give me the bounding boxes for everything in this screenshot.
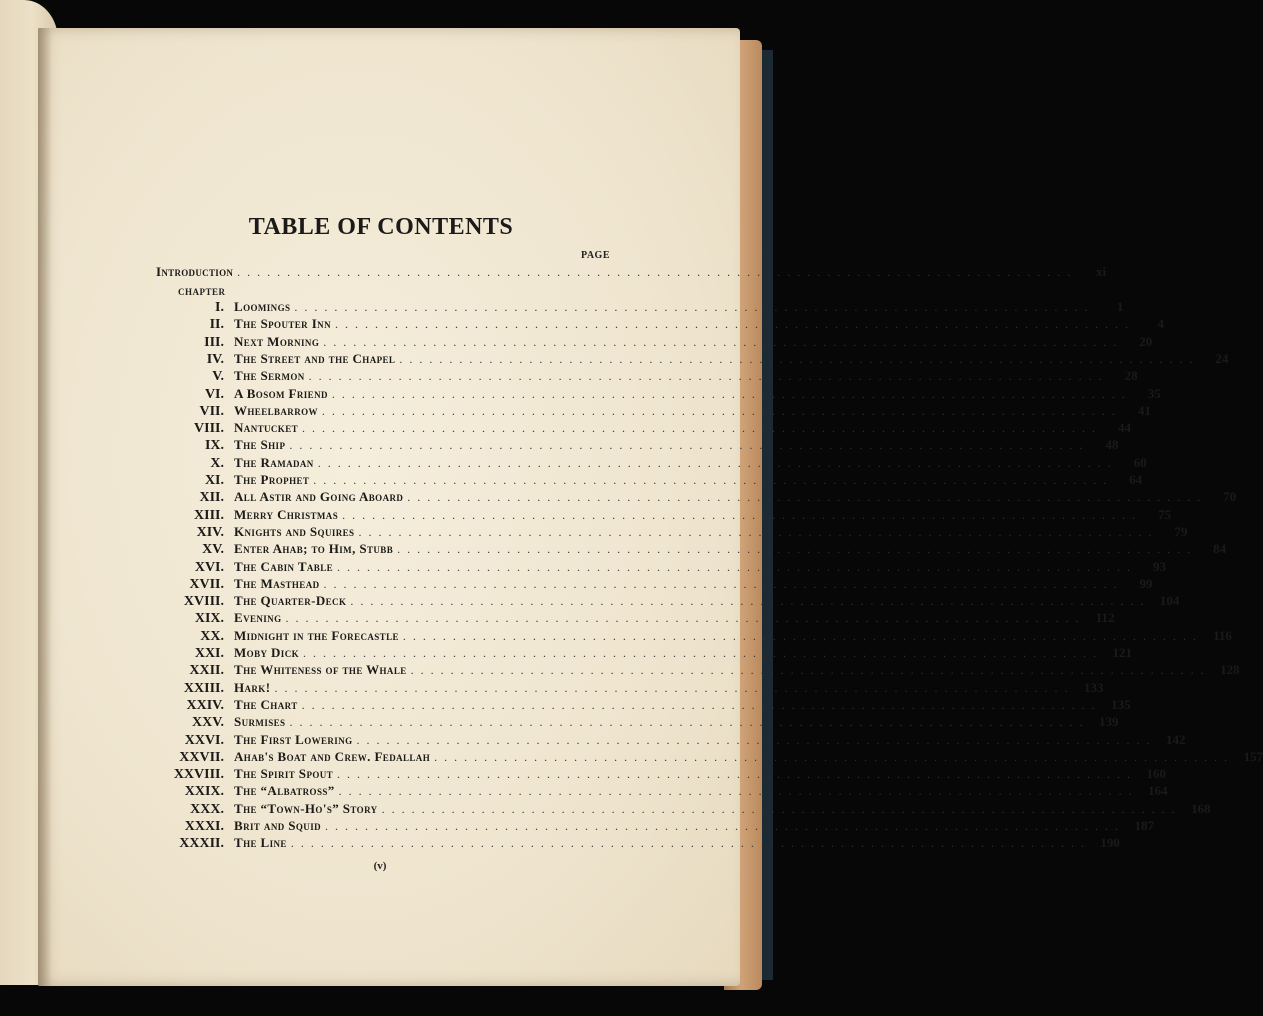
chapter-number: XXXI. xyxy=(184,819,224,834)
dot-leader: . . . . . . . . . . . . . . . . . . . . . . . . . . . . . . . . . . . . . . . . . . . . . . . . . . . . . . . . . . . . . . . . . . . . . . . . . . . . . . . . xyxy=(303,646,1099,660)
chapter-title: Knights and Squires xyxy=(234,523,355,539)
chapter-page: 84 xyxy=(1213,541,1227,557)
dot-leader: . . . . . . . . . . . . . . . . . . . . . . . . . . . . . . . . . . . . . . . . . . . . . . . . . . . . . . . . . . . . . . . . . . . . . . . . . . . . . . . . xyxy=(285,611,1081,626)
chapter-number: VIII. xyxy=(194,421,224,437)
chapter-page: 160 xyxy=(1146,766,1167,782)
chapter-page: 41 xyxy=(1137,402,1151,418)
chapter-page: 79 xyxy=(1174,523,1188,539)
toc-entry xyxy=(150,523,1188,542)
dot-leader: . . . . . . . . . . . . . . . . . . . . . . . . . . . . . . . . . . . . . . . . . . . . . . . . . . . . . . . . . . . . . . . . . . . . . . . . . . . . . . . . xyxy=(302,421,1097,436)
dot-leader: . . . . . . . . . . . . . . . . . . . . . . . . . . . . . . . . . . . . . . . . . . . . . . . . . . . . . . . . . . . . . . . . . . . . . . . . . . . . . . . . xyxy=(301,697,1097,712)
dot-leader: . . . . . . . . . . . . . . . . . . . . . . . . . . . . . . . . . . . . . . . . . . . . . . . . . . . . . . . . . . . . . . . . . . . . . . . . . . . . . . . . xyxy=(323,576,1119,591)
chapter-title: The First Lowering xyxy=(234,731,353,747)
chapter-page: 168 xyxy=(1191,800,1211,816)
dot-leader: . . . . . . . . . . . . . . . . . . . . . . . . . . . . . . . . . . . . . . . . . . . . . . . . . . . . . . . . . . . . . . . . . . . . . . . . . . . . . . . . xyxy=(356,732,1152,747)
chapter-number: XXIII. xyxy=(183,680,224,696)
dot-leader: . . . . . . . . . . . . . . . . . . . . . . . . . . . . . . . . . . . . . . . . . . . . . . . . . . . . . . . . . . . . . . . . . . . . . . . . . . . . . . . . xyxy=(290,836,1086,851)
toc-entry xyxy=(150,558,1167,577)
dot-leader: . . . . . . . . . . . . . . . . . . . . . . . . . . . . . . . . . . . . . . . . . . . . . . . . . . . . . . . . . . . . . . . . . . . . . . . . . . . . . . . . xyxy=(337,559,1133,574)
chapter-page: 60 xyxy=(1133,454,1147,470)
toc-entry xyxy=(150,575,1153,594)
chapter-page: 187 xyxy=(1134,818,1155,833)
toc-entry xyxy=(150,783,1168,801)
chapter-page: 142 xyxy=(1166,731,1186,747)
chapter-number: II. xyxy=(209,317,224,333)
chapter-page: 116 xyxy=(1213,627,1232,643)
dot-leader: . . . . . . . . . . . . . . . . . . . . . . . . . . . . . . . . . . . . . . . . . . . . . . . . . . . . . . . . . . . . . . . . . . . . . . . . . . . . . . . . . . . . xyxy=(237,265,1073,279)
toc-entry xyxy=(150,662,1240,680)
chapter-number: XXXII. xyxy=(179,836,224,852)
chapter-page: 164 xyxy=(1148,783,1168,799)
toc-entry xyxy=(150,645,1133,663)
toc-entry xyxy=(150,818,1155,836)
dot-leader: . . . . . . . . . . . . . . . . . . . . . . . . . . . . . . . . . . . . . . . . . . . . . . . . . . . . . . . . . . . . . . . . . . . . . . . . . . . . . . . . xyxy=(350,594,1146,609)
chapter-number: XIX. xyxy=(194,611,224,627)
dot-leader: . . . . . . . . . . . . . . . . . . . . . . . . . . . . . . . . . . . . . . . . . . . . . . . . . . . . . . . . . . . . . . . . . . . . . . . . . . . . . . . . xyxy=(294,300,1090,314)
dot-leader: . . . . . . . . . . . . . . . . . . . . . . . . . . . . . . . . . . . . . . . . . . . . . . . . . . . . . . . . . . . . . . . . . . . . . . . . . . . . . . . . xyxy=(334,317,1130,332)
toc-entry xyxy=(150,454,1147,473)
dot-leader: . . . . . . . . . . . . . . . . . . . . . . . . . . . . . . . . . . . . . . . . . . . . . . . . . . . . . . . . . . . . . . . . . . . . . . . . . . . . . . . . xyxy=(410,663,1206,678)
chapter-number: XXV. xyxy=(191,715,224,731)
chapter-number: X. xyxy=(210,455,224,471)
chapter-title: All Astir and Going Aboard xyxy=(234,489,404,505)
chapter-number: XXVII. xyxy=(179,749,224,765)
chapter-title: The Line xyxy=(234,835,287,851)
toc-entry xyxy=(150,593,1180,611)
toc-entry xyxy=(150,696,1131,715)
chapter-number: XI. xyxy=(204,473,224,488)
chapter-title: The Spirit Spout xyxy=(234,766,334,782)
dot-leader: . . . . . . . . . . . . . . . . . . . . . . . . . . . . . . . . . . . . . . . . . . . . . . . . . . . . . . . . . . . . . . . . . . . . . . . . . . . . . . . . xyxy=(338,784,1134,799)
dot-leader: . . . . . . . . . . . . . . . . . . . . . . . . . . . . . . . . . . . . . . . . . . . . . . . . . . . . . . . . . . . . . . . . . . . . . . . . . . . . . . . . xyxy=(289,438,1085,453)
chapter-number: VII. xyxy=(199,403,224,419)
dot-leader: . . . . . . . . . . . . . . . . . . . . . . . . . . . . . . . . . . . . . . . . . . . . . . . . . . . . . . . . . . . . . . . . . . . . . . . . . . . . . . . . xyxy=(289,715,1085,730)
chapter-title: The Whiteness of the Whale xyxy=(234,662,407,678)
chapter-title: Brit and Squid xyxy=(234,818,322,833)
introduction-title: Introduction xyxy=(156,264,234,279)
page-number: (v) xyxy=(373,860,387,872)
chapter-number: XIV. xyxy=(196,524,224,540)
toc-entry xyxy=(150,679,1104,698)
chapter-page: 64 xyxy=(1129,472,1143,487)
chapter-page: 28 xyxy=(1124,368,1138,384)
chapter-number: XXX. xyxy=(190,801,224,817)
dot-leader: . . . . . . . . . . . . . . . . . . . . . . . . . . . . . . . . . . . . . . . . . . . . . . . . . . . . . . . . . . . . . . . . . . . . . . . . . . . . . . . . xyxy=(313,473,1109,487)
chapter-page: 133 xyxy=(1083,679,1104,695)
chapter-page: 70 xyxy=(1223,489,1237,505)
toc-entry xyxy=(150,610,1115,628)
chapter-number: XXVI. xyxy=(184,732,224,748)
chapter-page: 44 xyxy=(1118,420,1131,436)
dot-leader: . . . . . . . . . . . . . . . . . . . . . . . . . . . . . . . . . . . . . . . . . . . . . . . . . . . . . . . . . . . . . . . . . . . . . . . . . . . . . . . . xyxy=(321,403,1117,418)
chapter-page: 135 xyxy=(1111,696,1131,712)
chapter-number: XII. xyxy=(199,490,224,506)
toc-entry xyxy=(150,299,1124,317)
chapter-page: 24 xyxy=(1215,350,1229,366)
dot-leader: . . . . . . . . . . . . . . . . . . . . . . . . . . . . . . . . . . . . . . . . . . . . . . . . . . . . . . . . . . . . . . . . . . . . . . . . . . . . . . . . xyxy=(381,801,1177,816)
dot-leader: . . . . . . . . . . . . . . . . . . . . . . . . . . . . . . . . . . . . . . . . . . . . . . . . . . . . . . . . . . . . . . . . . . . . . . . . . . . . . . . . xyxy=(407,490,1203,505)
toc-entry xyxy=(150,489,1237,507)
chapter-title: Merry Christmas xyxy=(234,506,339,522)
chapter-number: III. xyxy=(204,334,224,350)
toc-entry xyxy=(150,748,1263,767)
chapter-number: IX. xyxy=(204,438,224,454)
toc-entry xyxy=(150,402,1151,421)
page-gutter-shadow xyxy=(38,28,52,986)
chapter-title: The Masthead xyxy=(234,575,320,591)
toc-entry xyxy=(150,731,1186,750)
chapter-page: 75 xyxy=(1158,506,1172,522)
chapter-title: The “Albatross” xyxy=(234,783,335,799)
toc-entry xyxy=(150,506,1172,525)
page-column-label: PAGE xyxy=(580,250,610,261)
chapter-title: Evening xyxy=(234,610,282,626)
toc-entry xyxy=(150,385,1161,404)
toc-entry xyxy=(150,316,1164,334)
chapter-title: Next Morning xyxy=(234,333,320,349)
chapter-number: XXIX. xyxy=(184,784,224,800)
toc-entry xyxy=(150,627,1232,646)
chapter-title: The “Town-Ho's” Story xyxy=(234,800,378,816)
dot-leader: . . . . . . . . . . . . . . . . . . . . . . . . . . . . . . . . . . . . . . . . . . . . . . . . . . . . . . . . . . . . . . . . . . . . . . . . . . . . . . . . xyxy=(331,386,1127,401)
chapter-column-label: CHAPTER xyxy=(178,287,226,297)
chapter-page: 35 xyxy=(1147,385,1161,401)
toc-entry xyxy=(150,368,1138,386)
toc-entry xyxy=(150,541,1227,559)
chapter-page: 190 xyxy=(1100,835,1120,851)
chapter-title: Moby Dick xyxy=(234,645,300,660)
chapter-number: VI. xyxy=(204,386,224,402)
dot-leader: . . . . . . . . . . . . . . . . . . . . . . . . . . . . . . . . . . . . . . . . . . . . . . . . . . . . . . . . . . . . . . . . . . . . . . . . . . . . . . . . xyxy=(358,524,1154,539)
chapter-number: XX. xyxy=(200,628,224,644)
dot-leader: . . . . . . . . . . . . . . . . . . . . . . . . . . . . . . . . . . . . . . . . . . . . . . . . . . . . . . . . . . . . . . . . . . . . . . . . . . . . . . . . xyxy=(434,749,1230,764)
chapter-page: 157 xyxy=(1243,748,1263,764)
chapter-title: The Ramadan xyxy=(234,454,314,470)
toc-entry xyxy=(150,714,1119,732)
chapter-number: XXII. xyxy=(189,663,224,679)
dot-leader: . . . . . . . . . . . . . . . . . . . . . . . . . . . . . . . . . . . . . . . . . . . . . . . . . . . . . . . . . . . . . . . . . . . . . . . . . . . . . . . . xyxy=(323,334,1119,349)
chapter-page: 139 xyxy=(1098,714,1119,730)
dot-leader: . . . . . . . . . . . . . . . . . . . . . . . . . . . . . . . . . . . . . . . . . . . . . . . . . . . . . . . . . . . . . . . . . . . . . . . . . . . . . . . . xyxy=(399,351,1195,366)
dot-leader: . . . . . . . . . . . . . . . . . . . . . . . . . . . . . . . . . . . . . . . . . . . . . . . . . . . . . . . . . . . . . . . . . . . . . . . . . . . . . . . . xyxy=(342,507,1138,522)
chapter-title: Midnight in the Forecastle xyxy=(234,627,399,643)
toc-entry xyxy=(150,333,1153,352)
chapter-title: Enter Ahab; to Him, Stubb xyxy=(234,541,394,557)
chapter-number: XV. xyxy=(202,542,224,558)
chapter-page: 20 xyxy=(1139,333,1153,349)
chapter-number: XXI. xyxy=(194,646,224,661)
chapter-title: The Spouter Inn xyxy=(234,316,331,332)
chapter-number: XXVIII. xyxy=(173,767,224,783)
chapter-title: The Prophet xyxy=(234,472,310,487)
toc-entry xyxy=(150,472,1143,490)
chapter-title: The Street and the Chapel xyxy=(234,350,396,366)
chapter-page: 48 xyxy=(1105,437,1119,453)
chapter-number: I. xyxy=(215,300,224,315)
chapter-page: 104 xyxy=(1159,593,1180,609)
chapter-page: 1 xyxy=(1116,299,1124,314)
chapter-title: Ahab's Boat and Crew. Fedallah xyxy=(234,748,431,764)
chapter-page: 121 xyxy=(1112,645,1133,660)
chapter-page: 93 xyxy=(1153,558,1167,574)
chapter-page: 4 xyxy=(1157,316,1164,332)
chapter-title: Surmises xyxy=(234,714,286,730)
chapter-number: XXIV. xyxy=(186,697,224,713)
chapter-number: V. xyxy=(212,369,224,385)
chapter-number: XIII. xyxy=(194,507,224,523)
chapter-page: 112 xyxy=(1095,610,1115,626)
chapter-title: Hark! xyxy=(234,679,271,695)
toc-entry xyxy=(150,800,1211,819)
page-title: TABLE OF CONTENTS xyxy=(248,214,514,240)
chapter-page: 128 xyxy=(1220,662,1240,678)
dot-leader: . . . . . . . . . . . . . . . . . . . . . . . . . . . . . . . . . . . . . . . . . . . . . . . . . . . . . . . . . . . . . . . . . . . . . . . . . . . . . . . . xyxy=(337,767,1133,782)
chapter-title: A Bosom Friend xyxy=(234,385,328,401)
toc-entry xyxy=(150,835,1120,853)
chapter-number: XVII. xyxy=(189,576,224,592)
dot-leader: . . . . . . . . . . . . . . . . . . . . . . . . . . . . . . . . . . . . . . . . . . . . . . . . . . . . . . . . . . . . . . . . . . . . . . . . . . . . . . . . xyxy=(274,680,1070,695)
chapter-title: The Quarter-Deck xyxy=(234,593,347,609)
dot-leader: . . . . . . . . . . . . . . . . . . . . . . . . . . . . . . . . . . . . . . . . . . . . . . . . . . . . . . . . . . . . . . . . . . . . . . . . . . . . . . . . xyxy=(308,369,1104,384)
chapter-title: The Chart xyxy=(234,696,298,712)
toc-entry xyxy=(150,437,1119,455)
chapter-number: XVI. xyxy=(194,559,224,575)
chapter-page: 99 xyxy=(1139,575,1153,591)
chapter-number: IV. xyxy=(206,351,224,367)
chapter-title: Nantucket xyxy=(234,420,298,436)
chapter-title: Wheelbarrow xyxy=(234,402,318,418)
dot-leader: . . . . . . . . . . . . . . . . . . . . . . . . . . . . . . . . . . . . . . . . . . . . . . . . . . . . . . . . . . . . . . . . . . . . . . . . . . . . . . . . xyxy=(397,542,1193,557)
toc-entry xyxy=(150,350,1229,369)
dot-leader: . . . . . . . . . . . . . . . . . . . . . . . . . . . . . . . . . . . . . . . . . . . . . . . . . . . . . . . . . . . . . . . . . . . . . . . . . . . . . . . . xyxy=(402,628,1198,643)
chapter-title: The Ship xyxy=(234,437,286,453)
toc-entry xyxy=(150,420,1131,438)
dot-leader: . . . . . . . . . . . . . . . . . . . . . . . . . . . . . . . . . . . . . . . . . . . . . . . . . . . . . . . . . . . . . . . . . . . . . . . . . . . . . . . . xyxy=(317,455,1113,470)
chapter-title: The Cabin Table xyxy=(234,558,334,574)
introduction-page: xi xyxy=(1096,264,1107,279)
dot-leader: . . . . . . . . . . . . . . . . . . . . . . . . . . . . . . . . . . . . . . . . . . . . . . . . . . . . . . . . . . . . . . . . . . . . . . . . . . . . . . . . xyxy=(325,819,1121,833)
toc-entry xyxy=(150,766,1167,784)
chapter-title: The Sermon xyxy=(234,368,305,384)
toc-entry-introduction xyxy=(150,264,1107,282)
chapter-number: XVIII. xyxy=(183,594,224,610)
chapter-title: Loomings xyxy=(234,299,291,314)
